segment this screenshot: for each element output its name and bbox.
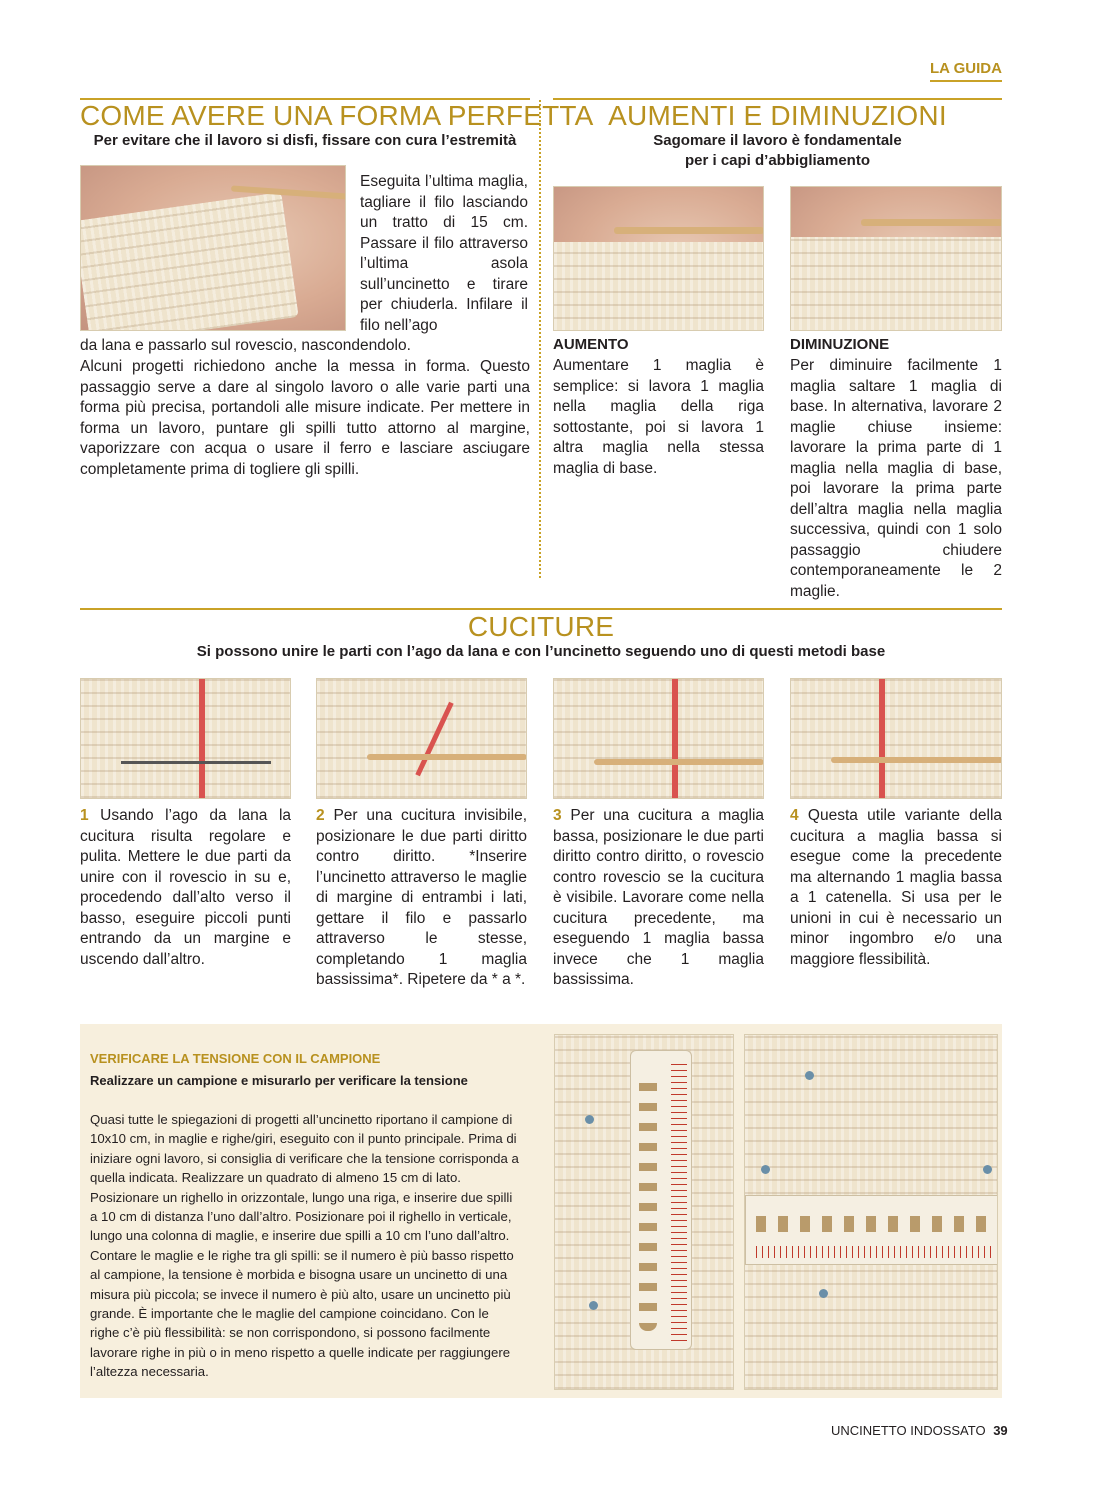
cucitura-photo-1 [80, 678, 291, 799]
pin-icon [805, 1071, 814, 1080]
yarn-seam [672, 679, 678, 799]
diminuzione-label: DIMINUZIONE [790, 336, 890, 353]
step-text: Per una cucitura a maglia bassa, posizionare le due parti diritto contro diritto, o rovescio contro rovescio se la cucitura è visibile. Lavorare come nella cucitura precedente, ma eseguendo 1 maglia bassa invece che 1 maglia bassissima. [553, 807, 765, 988]
forma-subtitle: Per evitare che il lavoro si disfi, fissare con cura l’estremità [93, 132, 517, 149]
yarn-seam [879, 679, 885, 799]
forma-swatch [80, 192, 299, 331]
aumenti-subtitle-2: per i capi d’abbigliamento [684, 152, 871, 169]
step-number: 4 [790, 807, 799, 824]
crochet-hook-icon [831, 757, 1002, 763]
yarn-seam [199, 679, 205, 799]
cucitura-photo-4 [790, 678, 1002, 799]
forma-title: COME AVERE UNA FORMA PERFETTA [80, 100, 594, 131]
crochet-hook-icon [614, 227, 764, 234]
pin-icon [819, 1289, 828, 1298]
diminuzione-text: Per diminuire facilmente 1 maglia saltare 1 maglia di base. In alternativa, lavorare 2 maglie chiuse insieme: lavorare la prima parte di 1 maglia nella maglia di base, poi lavorare la prima parte dell’altra maglia nella maglia successiva, quindi con 1 solo passaggio chiudere contemporaneamente le 2 maglie. [790, 357, 1002, 600]
column-divider [539, 100, 541, 578]
cucitura-step-1 [80, 806, 291, 970]
cucitura-photo-2 [316, 678, 527, 799]
aumento-text: Aumentare 1 maglia è semplice: si lavora 1 maglia nella maglia della riga sottostante, poi si lavora 1 altra maglia nella stessa maglia di base. [553, 357, 764, 477]
tensione-title: VERIFICARE LA TENSIONE CON IL CAMPIONE [90, 1051, 381, 1066]
crochet-hook-icon [367, 754, 527, 760]
step-text: Questa utile variante della cucitura a maglia bassa si esegue come la precedente ma alternando 1 maglia bassa a 1 catenella. Si usa per le unioni in cui è necessario un minor ingombro e/o una maggiore flessibilità. [790, 807, 1003, 968]
aumento-photo [553, 186, 764, 331]
yarn-strand [415, 702, 453, 777]
step-text: Usando l’ago da lana la cucitura risulta regolare e pulita. Mettere le due parti da unire con il rovescio in su e, procedendo dall’alto verso il basso, eseguire piccoli punti entrando da un margine e uscendo dall’altro. [80, 807, 292, 968]
aumenti-subtitle-1: Sagomare il lavoro è fondamentale [653, 132, 902, 149]
campione-photo-vertical [554, 1034, 734, 1390]
pin-icon [585, 1115, 594, 1124]
pin-icon [983, 1165, 992, 1174]
crochet-hook-icon [594, 759, 764, 765]
page-number: 39 [993, 1423, 1008, 1438]
forma-text-full: da lana e passarlo sul rovescio, nascondendolo. [80, 337, 411, 354]
cuciture-rule [80, 608, 1002, 610]
diminuzione-photo [790, 186, 1002, 331]
crochet-hook-icon [861, 219, 1002, 226]
needle-icon [121, 761, 271, 764]
magazine-name: UNCINETTO INDOSSATO [831, 1423, 986, 1438]
ruler-scale [756, 1246, 996, 1258]
ruler-holes [639, 1071, 657, 1331]
aumenti-title: AUMENTI E DIMINUZIONI [608, 100, 947, 131]
pin-icon [589, 1301, 598, 1310]
aumento-swatch [554, 242, 764, 331]
cuciture-title: CUCITURE [467, 611, 615, 642]
section-label: LA GUIDA [930, 60, 1002, 77]
step-number: 2 [316, 807, 325, 824]
cucitura-step-2 [316, 806, 527, 991]
campione-photo-horizontal [744, 1034, 998, 1390]
ruler-scale [671, 1061, 687, 1341]
cuciture-subtitle: Si possono unire le parti con l’ago da lana e con l’uncinetto seguendo uno di questi metodi base [196, 643, 886, 660]
step-number: 1 [80, 807, 89, 824]
gauge-ruler-icon [630, 1050, 692, 1350]
header-rule [930, 80, 1002, 82]
ruler-holes [756, 1216, 996, 1232]
cucitura-step-3 [553, 806, 764, 991]
forma-text-2: Alcuni progetti richiedono anche la messa in forma. Questo passaggio serve a dare al singolo lavoro o alle varie parti una forma più precisa, portandoli alle misure indicate. Per mettere in forma un lavoro, puntare gli spilli tutto attorno al margine, vaporizzare con acqua o usare il ferro e lasciare asciugare completamente prima di togliere gli spilli. [80, 358, 530, 478]
tensione-panel [80, 1024, 1002, 1398]
gauge-ruler-icon [745, 1195, 998, 1265]
pin-icon [761, 1165, 770, 1174]
cucitura-photo-3 [553, 678, 764, 799]
step-text: Per una cucitura invisibile, posizionare le due parti diritto contro diritto. *Inserire l’uncinetto attraverso le maglie di margine di entrambi i lati, gettare il filo e passarlo attraverso le stesse, completando 1 maglia bassissima*. Ripetere da * a *. [316, 807, 527, 988]
forma-photo [80, 165, 346, 331]
footer [831, 1423, 1008, 1438]
tensione-text: Quasi tutte le spiegazioni di progetti all’uncinetto riportano il campione di 10x10 cm, in maglie e righe/giri, eseguito con il punto principale. Prima di iniziare ogni lavoro, si consiglia di verificare che la tensione corrisponda a quella indicata. Realizzare un quadrato di almeno 15 cm di lato. Posizionare un righello in orizzontale, lungo una riga, e inserire due spilli a 10 cm di distanza l’uno dall’altro. Posizionare poi il righello in verticale, lungo una colonna di maglie, e inserire due spilli a 10 cm l’uno dall’altro. Contare le maglie e le righe tra gli spilli: se il numero è più basso rispetto al campione, la tensione è morbida e bisogna usare un uncinetto di una misura più piccola; se invece il numero è più alto, usare un uncinetto più grande. È importante che le maglie del campione coincidano. Con le righe c’è più flessibilità: se non corrispondono, si possono facilmente lavorare righe in più o in meno rispetto a quelle indicate per raggiungere l’altezza necessaria. [90, 1112, 519, 1380]
aumento-label: AUMENTO [553, 336, 629, 353]
diminuzione-swatch [791, 237, 1002, 331]
forma-text-right: Eseguita l’ultima maglia, tagliare il filo lasciando un tratto di 15 cm. Passare il filo attraverso l’ultima asola sull’uncinetto e tirare per chiuderla. Infilare il filo nell’ago [360, 173, 528, 334]
cucitura-step-4 [790, 806, 1002, 970]
step-number: 3 [553, 807, 562, 824]
tensione-subtitle: Realizzare un campione e misurarlo per verificare la tensione [90, 1073, 468, 1088]
